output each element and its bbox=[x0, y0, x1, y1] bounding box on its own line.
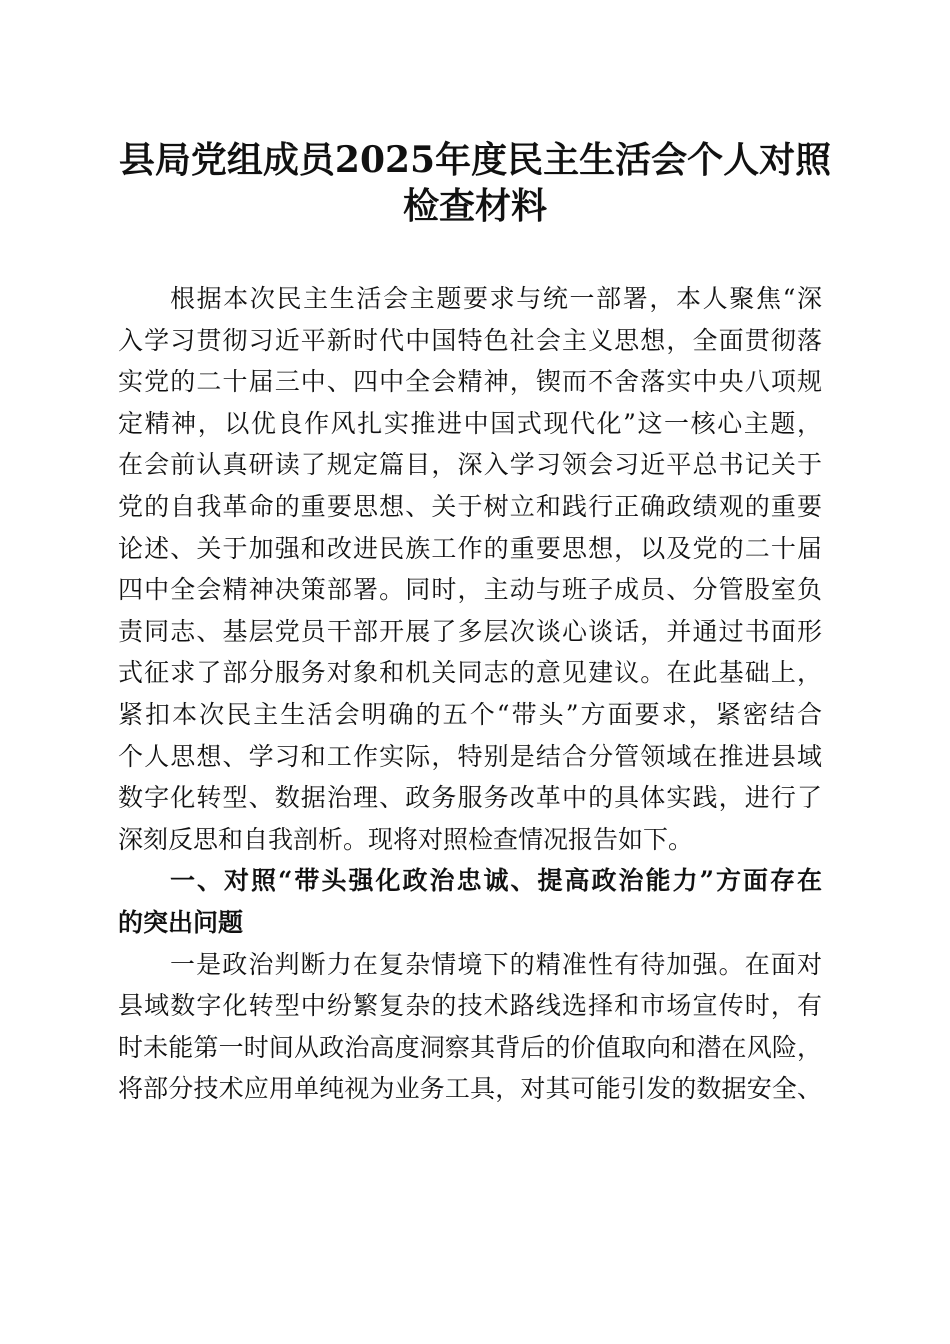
text-line: 深刻反思和自我剖析。现将对照检查情况报告如下。 bbox=[118, 824, 694, 854]
text-line: 县域数字化转型中纷繁复杂的技术路线选择和市场宣传时，有 bbox=[118, 991, 822, 1021]
text-line: 式征求了部分服务对象和机关同志的意见建议。在此基础上， bbox=[118, 658, 822, 688]
text-line: 紧扣本次民主生活会明确的五个“带头”方面要求，紧密结合 bbox=[118, 699, 822, 729]
text-line: 时未能第一时间从政治高度洞察其背后的价值取向和潜在风险， bbox=[118, 1032, 822, 1062]
text-line: 实党的二十届三中、四中全会精神，锲而不舍落实中央八项规 bbox=[118, 367, 822, 397]
text-line: 入学习贯彻习近平新时代中国特色社会主义思想，全面贯彻落 bbox=[118, 325, 822, 355]
paragraph bbox=[118, 944, 822, 1110]
text-line: 论述、关于加强和改进民族工作的重要思想，以及党的二十届 bbox=[118, 533, 822, 563]
text-line: 数字化转型、数据治理、政务服务改革中的具体实践，进行了 bbox=[118, 783, 822, 813]
document-title bbox=[0, 137, 950, 229]
text-line: 的突出问题 bbox=[118, 907, 244, 937]
text-line: 一是政治判断力在复杂情境下的精准性有待加强。在面对 bbox=[170, 949, 822, 979]
text-line: 党的自我革命的重要思想、关于树立和践行正确政绩观的重要 bbox=[118, 491, 822, 521]
document-body bbox=[118, 278, 822, 1110]
text-line: 根据本次民主生活会主题要求与统一部署，本人聚焦“深 bbox=[170, 284, 822, 313]
paragraph bbox=[118, 278, 822, 860]
text-line: 四中全会精神决策部署。同时，主动与班子成员、分管股室负 bbox=[118, 575, 822, 605]
text-line: 个人思想、学习和工作实际，特别是结合分管领域在推进县域 bbox=[118, 741, 822, 771]
text-line: 一、对照“带头强化政治忠诚、提高政治能力”方面存在 bbox=[170, 866, 822, 896]
text-line: 定精神，以优良作风扎实推进中国式现代化”这一核心主题， bbox=[118, 408, 822, 438]
text-line: 在会前认真研读了规定篇目，深入学习领会习近平总书记关于 bbox=[118, 450, 822, 480]
title-line-1: 县局党组成员2025年度民主生活会个人对照 bbox=[118, 139, 832, 181]
title-line-2: 检查材料 bbox=[402, 185, 547, 227]
text-line: 将部分技术应用单纯视为业务工具，对其可能引发的数据安全、 bbox=[118, 1074, 822, 1104]
section-heading bbox=[118, 860, 822, 943]
text-line: 责同志、基层党员干部开展了多层次谈心谈话，并通过书面形 bbox=[118, 616, 822, 646]
